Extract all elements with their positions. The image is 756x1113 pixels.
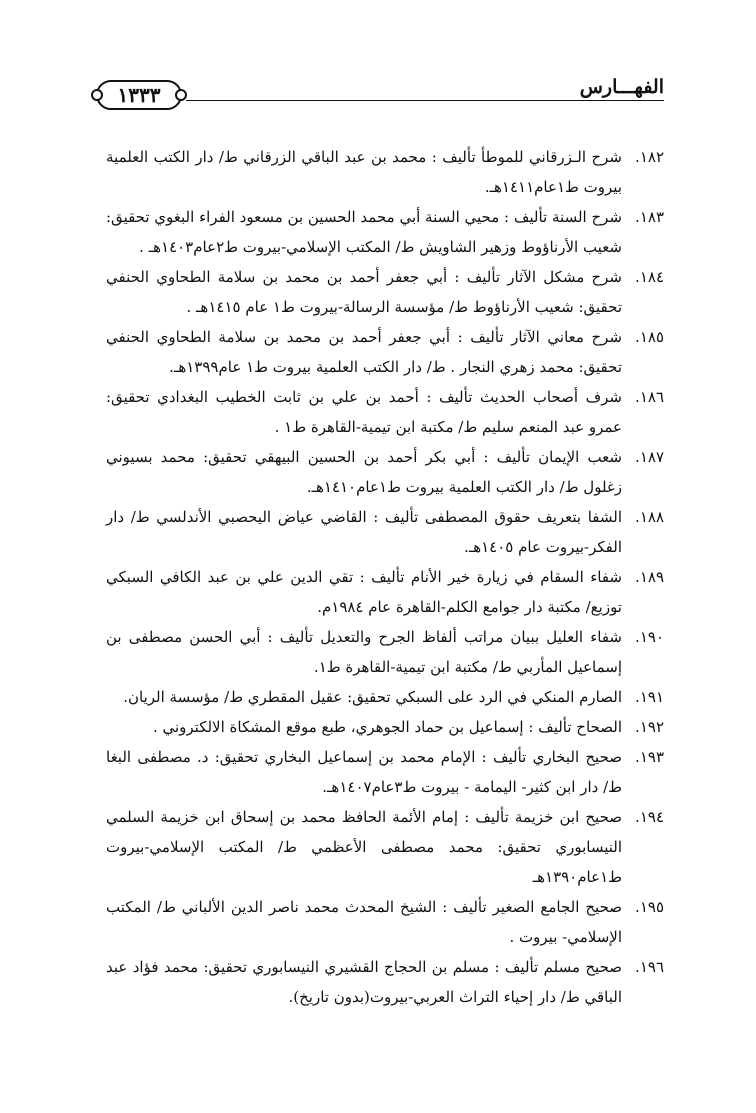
entry-text: صحيح البخاري تأليف : الإمام محمد بن إسماعيل البخاري تحقيق: د. مصطفى البغا ط/ دار ابن كثير- اليمامة - بيروت ط٣عام١٤٠٧هـ.: [106, 748, 622, 796]
entry-number: ١٩٤.: [635, 808, 664, 826]
entry-text: شرف أصحاب الحديث تأليف : أحمد بن علي بن ثابت الخطيب البغدادي تحقيق: عمرو عبد المنعم سليم ط/ مكتبة ابن تيمية-القاهرة ط١ .: [106, 388, 622, 436]
page-header: [96, 74, 664, 114]
bibliography-entry-190: [106, 622, 664, 682]
bibliography-list: [106, 142, 664, 1012]
entry-number: ١٩٥.: [635, 898, 664, 916]
entry-number: ١٩٦.: [635, 958, 664, 976]
entry-text: شرح الـزرقاني للموطأ تأليف : محمد بن عبد الباقي الزرقاني ط/ دار الكتب العلمية بيروت ط١عام١٤١١هـ.: [106, 148, 622, 196]
entry-text: شفاء العليل ببيان مراتب ألفاظ الجرح والتعديل تأليف : أبي الحسن مصطفى بن إسماعيل المأربي ط/ مكتبة ابن تيمية-القاهرة ط١.: [106, 628, 622, 676]
entry-text: شرح معاني الآثار تأليف : أبي جعفر أحمد بن محمد بن سلامة الطحاوي الحنفي تحقيق: محمد زهري النجار . ط/ دار الكتب العلمية بيروت ط١ عام١٣٩٩هـ.: [106, 328, 622, 376]
entry-text: شفاء السقام في زيارة خير الأنام تأليف : تقي الدين علي بن عبد الكافي السبكي توزيع/ مكتبة دار جوامع الكلم-القاهرة عام ١٩٨٤م.: [106, 568, 622, 616]
bibliography-entry-193: [106, 742, 664, 802]
entry-number: ١٨٧.: [635, 448, 664, 466]
bibliography-entry-189: [106, 562, 664, 622]
entry-number: ١٨٣.: [635, 208, 664, 226]
header-title: الفهـــارس: [579, 76, 664, 98]
entry-number: ١٨٨.: [635, 508, 664, 526]
bibliography-entry-188: [106, 502, 664, 562]
page-number: ١٣٣٣: [117, 83, 161, 107]
entry-number: ١٩٢.: [635, 718, 664, 736]
entry-text: شعب الإيمان تأليف : أبي بكر أحمد بن الحسين البيهقي تحقيق: محمد بسيوني زغلول ط/ دار الكتب العلمية بيروت ط١عام١٤١٠هـ.: [106, 448, 622, 496]
entry-number: ١٨٤.: [635, 268, 664, 286]
entry-text: الصحاح تأليف : إسماعيل بن حماد الجوهري، طبع موقع المشكاة الالكتروني .: [152, 718, 622, 736]
entry-number: ١٨٩.: [635, 568, 664, 586]
entry-text: صحيح الجامع الصغير تأليف : الشيخ المحدث محمد ناصر الدين الألباني ط/ المكتب الإسلامي- بيروت .: [106, 898, 622, 946]
page-number-badge: [96, 80, 182, 110]
bibliography-entry-195: [106, 892, 664, 952]
bibliography-entry-192: [106, 712, 664, 742]
entry-number: ١٩٠.: [635, 628, 664, 646]
bibliography-entry-185: [106, 322, 664, 382]
bibliography-entry-182: [106, 142, 664, 202]
entry-text: شرح مشكل الآثار تأليف : أبي جعفر أحمد بن محمد بن سلامة الطحاوي الحنفي تحقيق: شعيب الأرناؤوط ط/ مؤسسة الرسالة-بيروت ط١ عام ١٤١٥هـ .: [106, 268, 622, 316]
entry-text: الصارم المنكي في الرد على السبكي تحقيق: عقيل المقطري ط/ مؤسسة الريان.: [123, 688, 622, 706]
bibliography-entry-186: [106, 382, 664, 442]
entry-number: ١٨٢.: [635, 148, 664, 166]
bibliography-entry-183: [106, 202, 664, 262]
bibliography-entry-184: [106, 262, 664, 322]
entry-number: ١٩١.: [635, 688, 664, 706]
bibliography-entry-187: [106, 442, 664, 502]
entry-text: صحيح مسلم تأليف : مسلم بن الحجاج القشيري النيسابوري تحقيق: محمد فؤاد عبد الباقي ط/ دار إحياء التراث العربي-بيروت(بدون تاريخ).: [106, 958, 622, 1006]
bibliography-entry-196: [106, 952, 664, 1012]
entry-text: الشفا بتعريف حقوق المصطفى تأليف : القاضي عياض اليحصبي الأندلسي ط/ دار الفكر-بيروت عام ١٤٠٥هـ.: [106, 508, 622, 556]
entry-number: ١٩٣.: [635, 748, 664, 766]
header-rule: [186, 100, 664, 101]
entry-text: صحيح ابن خزيمة تأليف : إمام الأئمة الحافظ محمد بن إسحاق ابن خزيمة السلمي النيسابوري تحقيق: محمد مصطفى الأعظمي ط/ المكتب الإسلامي-بيروت ط١عام١٣٩٠هـ: [106, 808, 622, 886]
entry-number: ١٨٦.: [635, 388, 664, 406]
entry-text: شرح السنة تأليف : محيي السنة أبي محمد الحسين بن مسعود الفراء البغوي تحقيق: شعيب الأرناؤوط وزهير الشاويش ط/ المكتب الإسلامي-بيروت ط٢عام١٤٠٣هـ .: [106, 208, 622, 256]
entry-number: ١٨٥.: [635, 328, 664, 346]
bibliography-entry-194: [106, 802, 664, 892]
bibliography-entry-191: [106, 682, 664, 712]
